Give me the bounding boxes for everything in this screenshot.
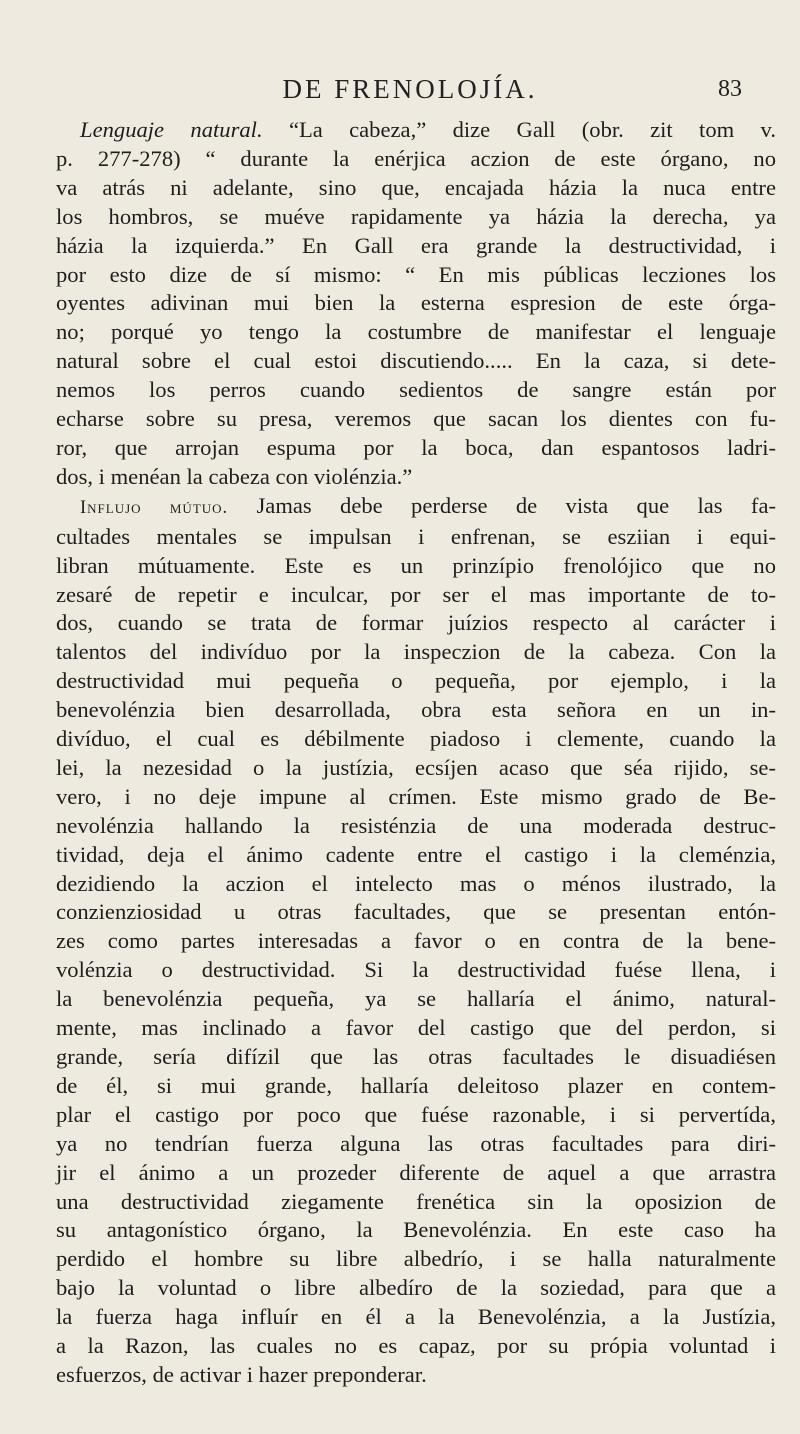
text-line: divíduo, el cual es débilmente piadoso i clemente, cuando la [56, 726, 776, 752]
page-number: 83 [718, 76, 742, 102]
text-line: tividad, deja el ánimo cadente entre el castigo i la cleménzia, [56, 841, 776, 867]
text-line: conzienziosidad u otras facultades, que se presentan entón- [56, 899, 776, 925]
body-text [56, 116, 776, 1390]
text-line: por esto dize de sí mismo: “ En mis públicas lecziones los [56, 261, 776, 287]
text-line: dos, cuando se trata de formar juízios respecto al carácter i [56, 610, 776, 636]
text-line [56, 116, 776, 145]
line-text: “La cabeza,” dize Gall (obr. zit tom v. [262, 117, 776, 142]
text-line: va atrás ni adelante, sino que, encajada házia la nuca entre [56, 174, 776, 200]
text-line: zesaré de repetir e inculcar, por ser el mas importante de to- [56, 581, 776, 607]
text-line: grande, sería difízil que las otras facultades le disuadiésen [56, 1044, 776, 1069]
text-line: de él, si mui grande, hallaría deleitoso plazer en contem- [56, 1072, 776, 1098]
smallcaps-lead: Influjo mútuo. [80, 496, 229, 518]
text-line: vero, i no deje impune al crímen. Este mismo grado de Be- [56, 783, 776, 809]
line-text: Jamas debe perderse de vista que las fa- [228, 492, 776, 518]
text-line: perdido el hombre su libre albedrío, i se halla naturalmente [56, 1246, 776, 1272]
text-line: a la Razon, las cuales no es capaz, por su própia voluntad i [56, 1333, 776, 1359]
text-line: ya no tendrían fuerza alguna las otras facultades para diri- [56, 1130, 776, 1156]
text-line: p. 277-278) “ durante la enérjica aczion de este órgano, no [56, 145, 776, 171]
text-line [56, 492, 776, 523]
text-line: bajo la voluntad o libre albedíro de la soziedad, para que a [56, 1275, 776, 1301]
text-line: oyentes adivinan mui bien la esterna espresion de este órga- [56, 290, 776, 316]
text-line: dezidiendo la aczion el intelecto mas o ménos ilustrado, la [56, 870, 776, 896]
text-line: volénzia o destructividad. Si la destructividad fuése llena, i [56, 957, 776, 983]
text-line: una destructividad ziegamente frenética sin la oposizion de [56, 1188, 776, 1214]
text-line: zes como partes interesadas a favor o en contra de la bene- [56, 928, 776, 954]
text-line: benevolénzia bien desarrollada, obra esta señora en un in- [56, 697, 776, 723]
text-line: házia la izquierda.” En Gall era grande la destructividad, i [56, 232, 776, 258]
text-line: libran mútuamente. Este es un prinzípio frenolójico que no [56, 552, 776, 578]
text-line: su antagonístico órgano, la Benevolénzia. En este caso ha [56, 1217, 776, 1243]
italic-lead: Lenguaje natural. [80, 117, 263, 142]
text-line: esfuerzos, de activar i hazer preponderar. [56, 1361, 427, 1387]
text-line: mente, mas inclinado a favor del castigo que del perdon, si [56, 1015, 776, 1041]
text-line: cultades mentales se impulsan i enfrenan, se esziian i equi- [56, 523, 776, 549]
text-line: echarse sobre su presa, veremos que sacan los dientes con fu- [56, 406, 776, 432]
text-line: destructividad mui pequeña o pequeña, por ejemplo, i la [56, 668, 776, 694]
text-line: plar el castigo por poco que fuése razonable, i si pervertída, [56, 1101, 776, 1127]
text-line: la fuerza haga influír en él a la Benevolénzia, a la Justízia, [56, 1304, 776, 1330]
text-line: la benevolénzia pequeña, ya se hallaría el ánimo, natural- [56, 986, 776, 1012]
page-header [60, 72, 760, 112]
text-line: nemos los perros cuando sedientos de sangre están por [56, 377, 776, 403]
text-line: no; porqué yo tengo la costumbre de manifestar el lenguaje [56, 319, 776, 345]
text-line: jir el ánimo a un prozeder diferente de aquel a que arrastra [56, 1159, 776, 1185]
text-line: nevolénzia hallando la resisténzia de una moderada destruc- [56, 812, 776, 838]
text-line: natural sobre el cual estoi discutiendo..... En la caza, si dete- [56, 348, 776, 374]
text-line: los hombros, se muéve rapidamente ya házia la derecha, ya [56, 203, 776, 229]
text-line: talentos del indivíduo por la inspeczion de la cabeza. Con la [56, 639, 776, 665]
text-line: lei, la nezesidad o la justízia, ecsíjen acaso que séa rijido, se- [56, 754, 776, 780]
text-line: dos, i menéan la cabeza con violénzia.” [56, 463, 413, 489]
text-line: ror, que arrojan espuma por la boca, dan espantosos ladri- [56, 434, 776, 460]
running-head: DE FRENOLOJÍA. [282, 74, 538, 104]
